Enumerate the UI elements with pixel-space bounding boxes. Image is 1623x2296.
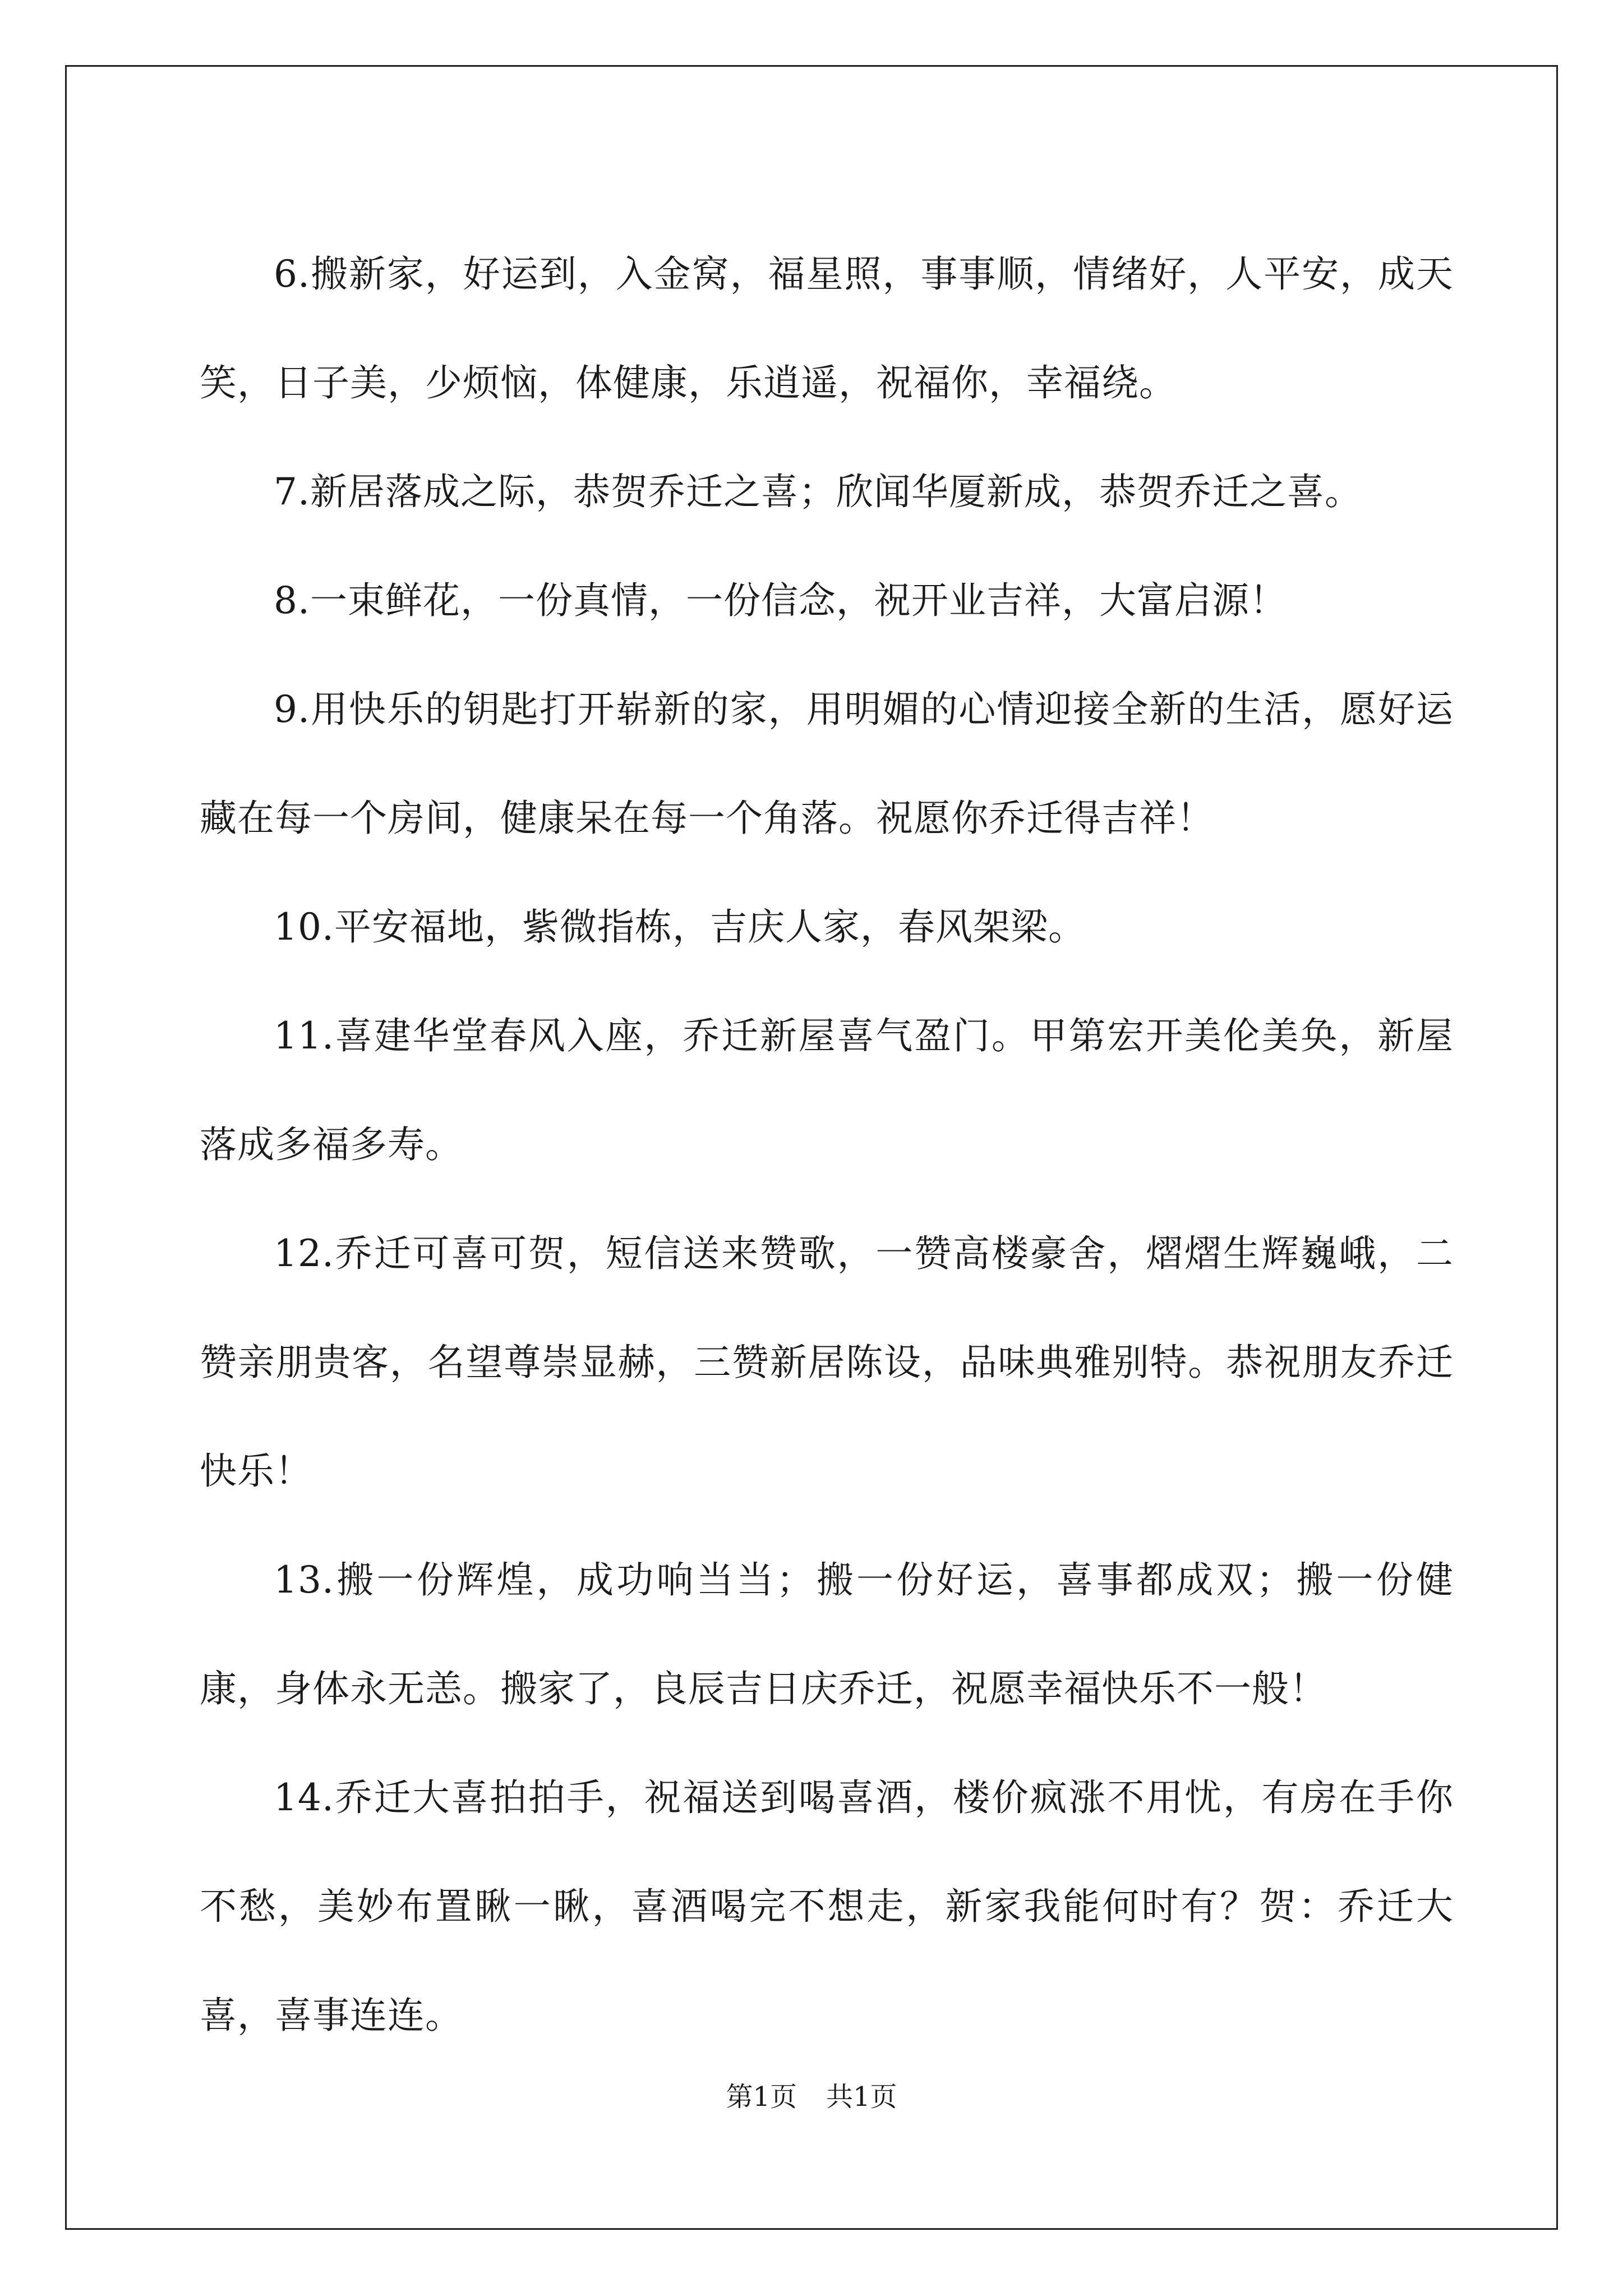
paragraph-14: 14.乔迁大喜拍拍手，祝福送到喝喜酒，楼价疯涨不用忧，有房在手你不愁，美妙布置瞅一瞅，喜酒喝完不想走，新家我能何时有？贺：乔迁大喜，喜事连连。 — [200, 1776, 1454, 2037]
paragraph-9: 9.用快乐的钥匙打开崭新的家，用明媚的心情迎接全新的生活，愿好运藏在每一个房间，健康呆在每一个角落。祝愿你乔迁得吉祥！ — [200, 688, 1454, 840]
paragraph-8: 8.一束鲜花，一份真情，一份信念，祝开业吉祥，大富启源！ — [274, 579, 1287, 622]
paragraph-13: 13.搬一份辉煌，成功响当当；搬一份好运，喜事都成双；搬一份健康，身体永无恙。搬家了，良辰吉日庆乔迁，祝愿幸福快乐不一般！ — [200, 1558, 1454, 1710]
paragraph-10: 10.平安福地，紫微指栋，吉庆人家，春风架梁。 — [274, 905, 1086, 949]
page-footer — [0, 2080, 1623, 2114]
page-number: 第1页 — [726, 2081, 797, 2113]
paragraph-6: 6.搬新家，好运到，入金窝，福星照，事事顺，情绪好，人平安，成天笑，日子美，少烦恼，体健康，乐逍遥，祝福你，幸福绕。 — [200, 252, 1454, 404]
paragraph-11: 11.喜建华堂春风入座，乔迁新屋喜气盈门。甲第宏开美伦美奂，新屋落成多福多寿。 — [200, 1014, 1454, 1166]
paragraph-7: 7.新居落成之际，恭贺乔迁之喜；欣闻华厦新成，恭贺乔迁之喜。 — [274, 470, 1362, 513]
page-total: 共1页 — [826, 2081, 897, 2113]
document-body — [200, 220, 1454, 2070]
paragraph-12: 12.乔迁可喜可贺，短信送来赞歌，一赞高楼豪舍，熠熠生辉巍峨，二赞亲朋贵客，名望尊崇显赫，三赞新居陈设，品味典雅别特。恭祝朋友乔迁快乐！ — [200, 1232, 1454, 1493]
